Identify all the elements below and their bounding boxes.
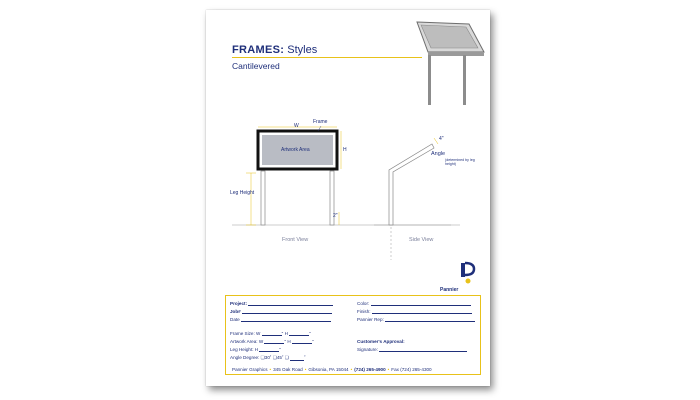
artwork-area-field-label: Artwork Area:: [230, 339, 258, 344]
finish-field[interactable]: [372, 309, 472, 314]
artwork-area-row: [230, 339, 314, 344]
angle-note: (determined by leg height): [445, 158, 475, 167]
angle-degree-label: Angle Degree:: [230, 355, 260, 360]
inch-mark: ": [309, 331, 311, 336]
footer-street: 345 Oak Road: [273, 367, 303, 372]
date-field[interactable]: [241, 317, 331, 322]
finish-label: Finish:: [357, 309, 371, 314]
footer-address: Pannier Graphics • 345 Oak Road • Gibsonia, PA 15044 • (724) 265-4900 • Fax (724) 265-4300: [232, 367, 432, 372]
finish-row: [357, 309, 472, 314]
color-label: Color:: [357, 301, 370, 306]
project-label: Project:: [230, 301, 248, 306]
frame-h-label: H: [284, 331, 288, 336]
job-field[interactable]: [242, 309, 332, 314]
job-label: Job#: [230, 309, 241, 314]
deg-45-label: 45˚: [276, 355, 284, 360]
deg-other-label: ˚: [304, 355, 306, 360]
frame-size-row: [230, 331, 311, 336]
angle-degree-row: [230, 355, 306, 361]
artwork-area-label: Artwork Area: [281, 147, 310, 153]
date-row: [230, 317, 331, 322]
footer-phone: (724) 265-4900: [354, 367, 386, 372]
frame-w-label: W: [256, 331, 261, 336]
page-subtitle: Cantilevered: [232, 61, 280, 71]
signature-row: [357, 347, 467, 352]
other-degree-field[interactable]: [290, 356, 304, 361]
leg-dimension-label: 2": [333, 213, 338, 219]
frame-size-label: Frame Size:: [230, 331, 255, 336]
order-form: [225, 295, 481, 375]
pannier-logo-mark: [461, 263, 474, 284]
rep-row: [357, 317, 475, 322]
checkbox-45[interactable]: ❏: [272, 355, 277, 360]
project-field[interactable]: [248, 301, 333, 306]
checkbox-other[interactable]: ❏: [284, 355, 289, 360]
inch-mark: ": [281, 331, 284, 336]
footer-fax: Fax (724) 265-4300: [391, 367, 432, 372]
leg-height-row: [230, 347, 281, 352]
inch-mark: ": [284, 339, 287, 344]
angle-label: Angle: [431, 151, 446, 157]
artwork-w-label: W: [258, 339, 264, 344]
pannier-logo-text: Pannier: [440, 287, 459, 293]
h-dimension-label: H: [343, 147, 347, 153]
signature-field[interactable]: [379, 347, 467, 352]
leg-height-label: Leg Height: [230, 190, 255, 196]
artwork-h-field[interactable]: [292, 339, 312, 344]
rep-field[interactable]: [385, 317, 475, 322]
color-field[interactable]: [371, 301, 471, 306]
color-row: [357, 301, 471, 306]
front-view-label: Front View: [282, 237, 309, 243]
angle-dimension-label: 4": [439, 136, 444, 142]
date-label: Date: [230, 317, 240, 322]
signature-label: Signature:: [357, 347, 378, 352]
frame-h-field[interactable]: [289, 331, 309, 336]
title-rest: Styles: [287, 44, 318, 56]
rep-label: Pannier Rep:: [357, 317, 384, 322]
title-bold: FRAMES:: [232, 44, 285, 56]
frame-label: Frame: [313, 119, 328, 125]
frame-w-field[interactable]: [262, 331, 282, 336]
approval-label: Customer's Approval:: [357, 339, 405, 344]
side-view-label: Side View: [409, 237, 434, 243]
checkbox-30[interactable]: ❏: [260, 355, 265, 360]
artwork-w-field[interactable]: [264, 339, 287, 344]
leg-h-field[interactable]: [259, 347, 282, 352]
leg-height-field-label: Leg Height:: [230, 347, 254, 352]
approval-row: [357, 339, 405, 344]
spec-sheet-page: [206, 10, 490, 386]
leg-h-label: H: [254, 347, 259, 352]
product-3d-illustration: [417, 22, 484, 105]
inch-mark: ": [279, 347, 282, 352]
inch-mark: ": [312, 339, 314, 344]
deg-30-label: 30˚: [264, 355, 272, 360]
front-view-drawing: [232, 126, 460, 225]
job-row: [230, 309, 332, 314]
project-row: [230, 301, 333, 306]
w-dimension-label: W: [294, 123, 299, 129]
footer-city: Gibsonia, PA 15044: [308, 367, 349, 372]
footer-company: Pannier Graphics: [232, 367, 268, 372]
artwork-h-label: H: [287, 339, 291, 344]
